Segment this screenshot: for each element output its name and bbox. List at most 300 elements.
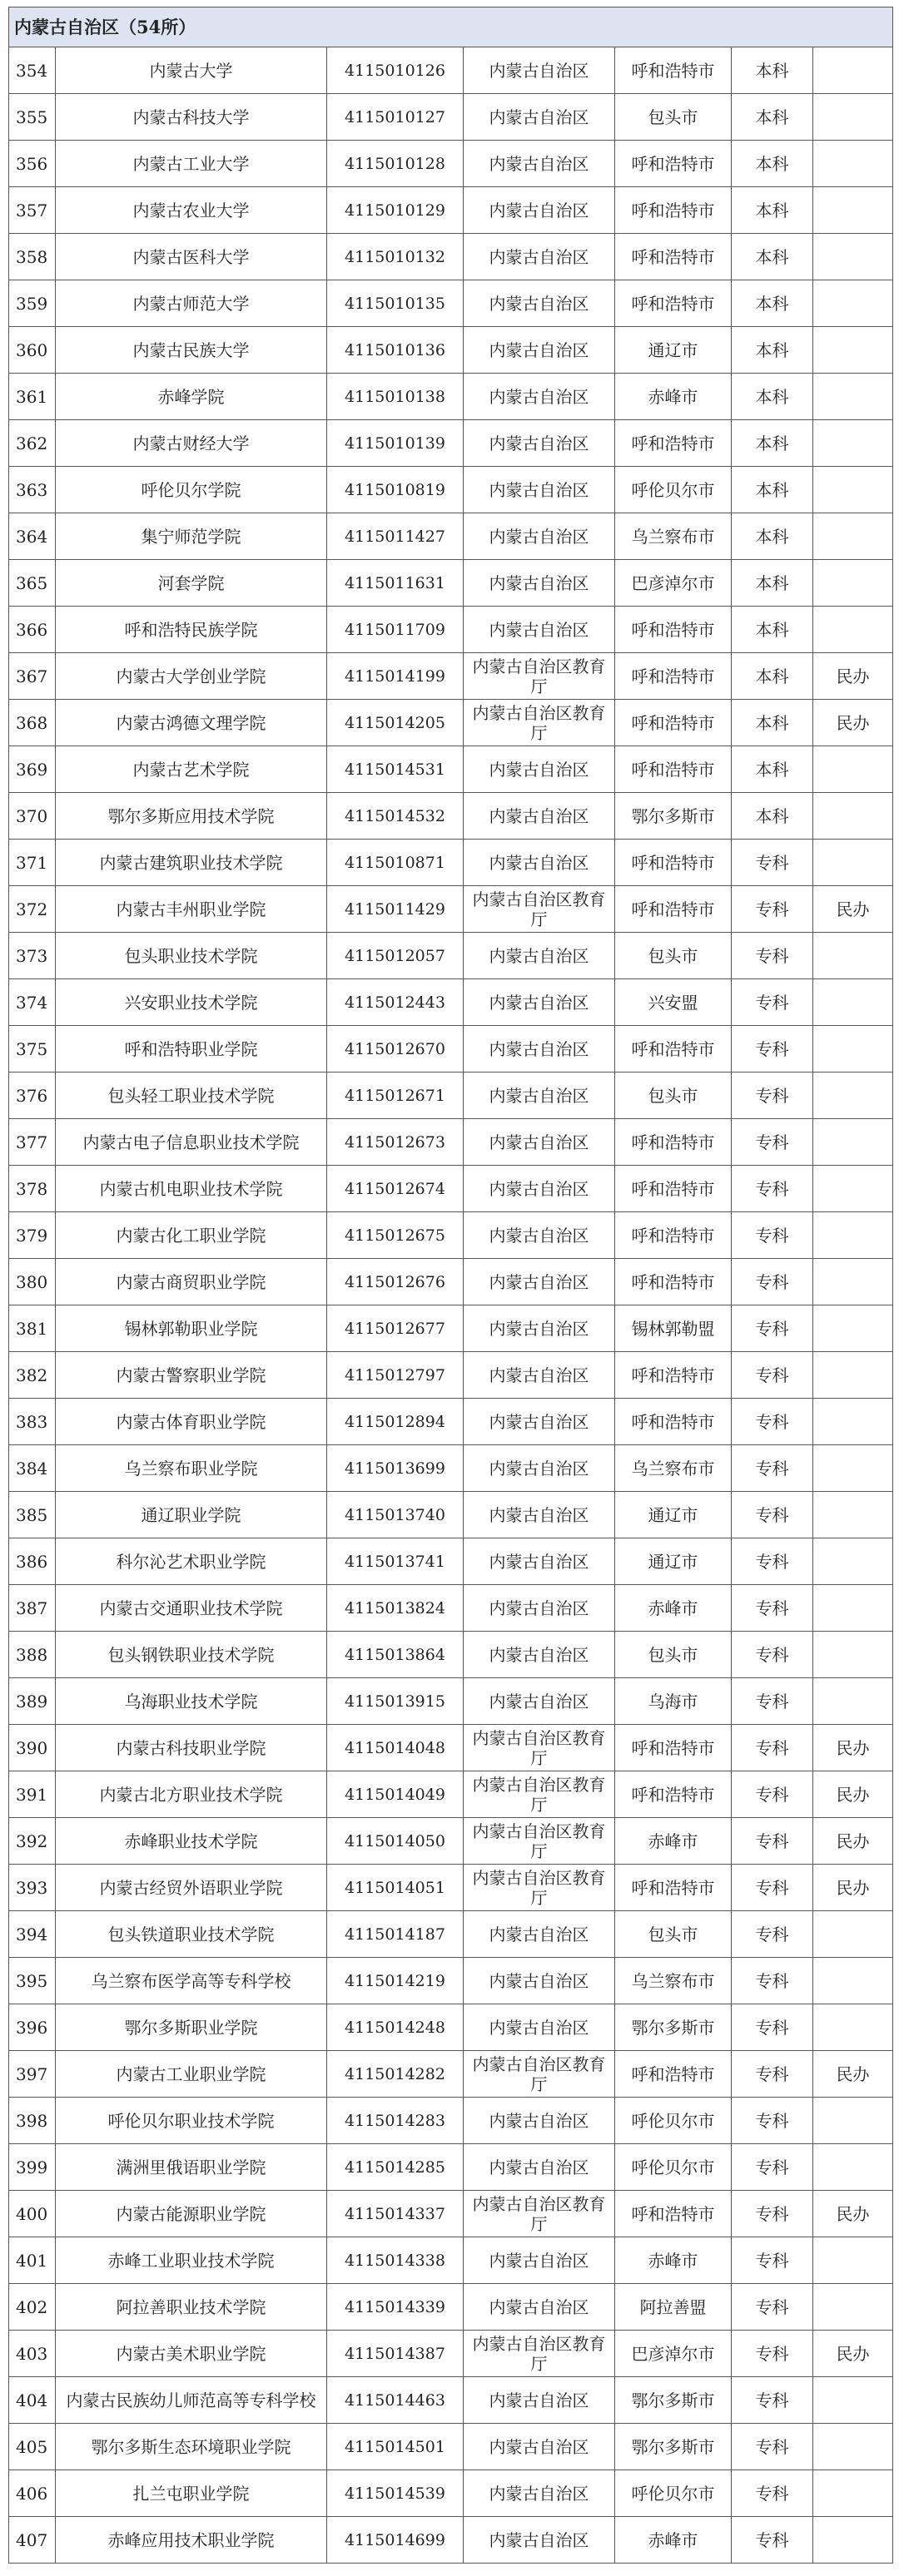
cell-location: 乌兰察布市 <box>615 1958 732 2004</box>
cell-authority: 内蒙古自治区 <box>464 607 615 653</box>
table-row <box>9 700 893 746</box>
table-row <box>9 467 893 513</box>
cell-school-name: 鄂尔多斯生态环境职业学院 <box>56 2424 327 2470</box>
cell-school-name: 内蒙古大学 <box>56 47 327 94</box>
cell-note <box>813 467 893 513</box>
table-row <box>9 1958 893 2004</box>
cell-authority: 内蒙古自治区教育厅 <box>464 1865 615 1911</box>
cell-number: 375 <box>9 1026 56 1073</box>
cell-number: 366 <box>9 607 56 653</box>
cell-school-name: 乌海职业技术学院 <box>56 1678 327 1725</box>
cell-number: 379 <box>9 1212 56 1259</box>
table-row <box>9 1073 893 1119</box>
table-row <box>9 933 893 979</box>
cell-authority: 内蒙古自治区 <box>464 141 615 187</box>
cell-level: 专科 <box>732 2144 813 2191</box>
cell-level: 专科 <box>732 2191 813 2237</box>
cell-note <box>813 2144 893 2191</box>
cell-number: 357 <box>9 187 56 234</box>
cell-school-code: 4115014199 <box>327 653 464 700</box>
cell-level: 专科 <box>732 2237 813 2284</box>
cell-school-code: 4115014531 <box>327 746 464 793</box>
cell-note <box>813 1911 893 1958</box>
cell-level: 本科 <box>732 560 813 607</box>
cell-school-code: 4115012894 <box>327 1399 464 1445</box>
cell-authority: 内蒙古自治区 <box>464 187 615 234</box>
cell-number: 402 <box>9 2284 56 2331</box>
cell-school-code: 4115014539 <box>327 2470 464 2517</box>
cell-level: 本科 <box>732 607 813 653</box>
cell-level: 本科 <box>732 234 813 280</box>
cell-location: 包头市 <box>615 1632 732 1678</box>
table-row <box>9 1492 893 1538</box>
cell-school-name: 包头轻工职业技术学院 <box>56 1073 327 1119</box>
cell-authority: 内蒙古自治区 <box>464 840 615 886</box>
table-row <box>9 234 893 280</box>
cell-authority: 内蒙古自治区 <box>464 1492 615 1538</box>
cell-authority: 内蒙古自治区 <box>464 2424 615 2470</box>
section-title: 内蒙古自治区（54所） <box>9 7 893 47</box>
cell-school-name: 扎兰屯职业学院 <box>56 2470 327 2517</box>
cell-school-name: 呼伦贝尔学院 <box>56 467 327 513</box>
cell-number: 404 <box>9 2377 56 2424</box>
cell-number: 383 <box>9 1399 56 1445</box>
cell-school-name: 集宁师范学院 <box>56 513 327 560</box>
cell-number: 380 <box>9 1259 56 1305</box>
cell-number: 355 <box>9 94 56 141</box>
cell-authority: 内蒙古自治区教育厅 <box>464 700 615 746</box>
cell-school-name: 内蒙古大学创业学院 <box>56 653 327 700</box>
cell-note <box>813 94 893 141</box>
cell-level: 专科 <box>732 1632 813 1678</box>
cell-authority: 内蒙古自治区 <box>464 1259 615 1305</box>
table-row <box>9 2284 893 2331</box>
cell-school-code: 4115013741 <box>327 1538 464 1585</box>
table-row <box>9 746 893 793</box>
cell-authority: 内蒙古自治区 <box>464 1538 615 1585</box>
cell-authority: 内蒙古自治区 <box>464 1445 615 1492</box>
cell-level: 专科 <box>732 2051 813 2098</box>
cell-location: 鄂尔多斯市 <box>615 2424 732 2470</box>
cell-level: 本科 <box>732 280 813 327</box>
cell-school-name: 内蒙古师范大学 <box>56 280 327 327</box>
cell-location: 呼和浩特市 <box>615 1166 732 1212</box>
cell-school-name: 赤峰应用技术职业学院 <box>56 2517 327 2564</box>
cell-school-name: 内蒙古财经大学 <box>56 420 327 467</box>
cell-authority: 内蒙古自治区 <box>464 1026 615 1073</box>
cell-authority: 内蒙古自治区 <box>464 1073 615 1119</box>
cell-level: 本科 <box>732 187 813 234</box>
cell-note <box>813 327 893 374</box>
cell-authority: 内蒙古自治区教育厅 <box>464 2191 615 2237</box>
cell-school-code: 4115010138 <box>327 374 464 420</box>
cell-school-name: 内蒙古警察职业学院 <box>56 1352 327 1399</box>
cell-level: 本科 <box>732 746 813 793</box>
cell-number: 390 <box>9 1725 56 1771</box>
cell-school-name: 内蒙古鸿德文理学院 <box>56 700 327 746</box>
cell-level: 专科 <box>732 1026 813 1073</box>
cell-authority: 内蒙古自治区 <box>464 280 615 327</box>
cell-number: 386 <box>9 1538 56 1585</box>
cell-authority: 内蒙古自治区 <box>464 513 615 560</box>
cell-school-name: 内蒙古医科大学 <box>56 234 327 280</box>
cell-school-name: 内蒙古丰州职业学院 <box>56 886 327 933</box>
table-row <box>9 1538 893 1585</box>
cell-school-name: 包头职业技术学院 <box>56 933 327 979</box>
cell-level: 本科 <box>732 420 813 467</box>
cell-note <box>813 513 893 560</box>
cell-authority: 内蒙古自治区教育厅 <box>464 886 615 933</box>
cell-school-code: 4115011429 <box>327 886 464 933</box>
cell-location: 通辽市 <box>615 1492 732 1538</box>
cell-number: 392 <box>9 1818 56 1865</box>
cell-school-code: 4115011709 <box>327 607 464 653</box>
cell-school-code: 4115010819 <box>327 467 464 513</box>
cell-note <box>813 1073 893 1119</box>
cell-number: 387 <box>9 1585 56 1632</box>
cell-school-code: 4115013864 <box>327 1632 464 1678</box>
cell-location: 鄂尔多斯市 <box>615 2004 732 2051</box>
cell-location: 包头市 <box>615 1073 732 1119</box>
cell-school-code: 4115012670 <box>327 1026 464 1073</box>
cell-level: 专科 <box>732 886 813 933</box>
table-row <box>9 840 893 886</box>
cell-school-name: 内蒙古工业大学 <box>56 141 327 187</box>
cell-number: 367 <box>9 653 56 700</box>
cell-authority: 内蒙古自治区 <box>464 1305 615 1352</box>
cell-school-name: 内蒙古机电职业技术学院 <box>56 1166 327 1212</box>
table-row <box>9 1026 893 1073</box>
cell-location: 阿拉善盟 <box>615 2284 732 2331</box>
table-row <box>9 2517 893 2564</box>
cell-location: 呼伦贝尔市 <box>615 467 732 513</box>
cell-school-code: 4115013824 <box>327 1585 464 1632</box>
cell-location: 呼和浩特市 <box>615 1399 732 1445</box>
cell-school-code: 4115014219 <box>327 1958 464 2004</box>
cell-school-code: 4115012443 <box>327 979 464 1026</box>
cell-school-code: 4115012797 <box>327 1352 464 1399</box>
cell-level: 专科 <box>732 1352 813 1399</box>
cell-location: 呼和浩特市 <box>615 187 732 234</box>
cell-note <box>813 1399 893 1445</box>
cell-location: 呼和浩特市 <box>615 1865 732 1911</box>
table-row <box>9 1911 893 1958</box>
cell-location: 呼和浩特市 <box>615 2051 732 2098</box>
cell-level: 专科 <box>732 1259 813 1305</box>
cell-authority: 内蒙古自治区 <box>464 2144 615 2191</box>
cell-location: 呼和浩特市 <box>615 746 732 793</box>
table-row <box>9 2331 893 2377</box>
cell-number: 365 <box>9 560 56 607</box>
cell-school-name: 内蒙古农业大学 <box>56 187 327 234</box>
cell-number: 405 <box>9 2424 56 2470</box>
cell-authority: 内蒙古自治区 <box>464 2470 615 2517</box>
cell-level: 本科 <box>732 793 813 840</box>
cell-school-code: 4115011631 <box>327 560 464 607</box>
cell-note <box>813 1632 893 1678</box>
cell-school-name: 锡林郭勒职业学院 <box>56 1305 327 1352</box>
cell-location: 呼和浩特市 <box>615 1259 732 1305</box>
cell-authority: 内蒙古自治区 <box>464 979 615 1026</box>
section-header-row <box>9 7 893 47</box>
cell-level: 本科 <box>732 467 813 513</box>
cell-authority: 内蒙古自治区 <box>464 1678 615 1725</box>
table-row <box>9 1166 893 1212</box>
cell-school-name: 呼和浩特民族学院 <box>56 607 327 653</box>
cell-school-code: 4115012673 <box>327 1119 464 1166</box>
cell-number: 391 <box>9 1771 56 1818</box>
table-row <box>9 47 893 94</box>
table-row <box>9 1399 893 1445</box>
cell-number: 399 <box>9 2144 56 2191</box>
cell-level: 专科 <box>732 1585 813 1632</box>
cell-school-name: 内蒙古民族大学 <box>56 327 327 374</box>
table-row <box>9 560 893 607</box>
table-row <box>9 2051 893 2098</box>
cell-location: 赤峰市 <box>615 374 732 420</box>
table-row <box>9 1445 893 1492</box>
cell-level: 专科 <box>732 1166 813 1212</box>
cell-school-name: 乌兰察布医学高等专科学校 <box>56 1958 327 2004</box>
table-row <box>9 1352 893 1399</box>
cell-school-name: 赤峰职业技术学院 <box>56 1818 327 1865</box>
cell-note <box>813 420 893 467</box>
cell-note <box>813 560 893 607</box>
cell-level: 专科 <box>732 1911 813 1958</box>
cell-location: 赤峰市 <box>615 1818 732 1865</box>
cell-authority: 内蒙古自治区 <box>464 2004 615 2051</box>
cell-school-name: 内蒙古能源职业学院 <box>56 2191 327 2237</box>
cell-authority: 内蒙古自治区 <box>464 94 615 141</box>
cell-location: 呼和浩特市 <box>615 47 732 94</box>
cell-authority: 内蒙古自治区 <box>464 2517 615 2564</box>
cell-number: 372 <box>9 886 56 933</box>
cell-location: 呼和浩特市 <box>615 280 732 327</box>
cell-level: 专科 <box>732 1492 813 1538</box>
cell-location: 呼伦贝尔市 <box>615 2470 732 2517</box>
cell-school-code: 4115012057 <box>327 933 464 979</box>
cell-school-code: 4115014337 <box>327 2191 464 2237</box>
cell-authority: 内蒙古自治区 <box>464 1585 615 1632</box>
table-row <box>9 2191 893 2237</box>
cell-school-code: 4115014049 <box>327 1771 464 1818</box>
cell-school-code: 4115012676 <box>327 1259 464 1305</box>
cell-note <box>813 1678 893 1725</box>
table-row <box>9 1212 893 1259</box>
cell-location: 赤峰市 <box>615 1585 732 1632</box>
cell-number: 358 <box>9 234 56 280</box>
cell-number: 373 <box>9 933 56 979</box>
cell-location: 包头市 <box>615 94 732 141</box>
cell-location: 呼和浩特市 <box>615 1725 732 1771</box>
cell-school-name: 赤峰学院 <box>56 374 327 420</box>
cell-school-code: 4115010139 <box>327 420 464 467</box>
cell-note <box>813 2517 893 2564</box>
cell-note <box>813 374 893 420</box>
cell-authority: 内蒙古自治区 <box>464 933 615 979</box>
cell-authority: 内蒙古自治区 <box>464 2284 615 2331</box>
cell-level: 专科 <box>732 2377 813 2424</box>
table-row <box>9 979 893 1026</box>
cell-school-name: 内蒙古北方职业技术学院 <box>56 1771 327 1818</box>
cell-note <box>813 1445 893 1492</box>
cell-number: 381 <box>9 1305 56 1352</box>
cell-level: 专科 <box>732 1725 813 1771</box>
table-row <box>9 1818 893 1865</box>
cell-school-code: 4115014463 <box>327 2377 464 2424</box>
cell-location: 巴彦淖尔市 <box>615 2331 732 2377</box>
school-list-sheet <box>8 7 892 2564</box>
cell-number: 371 <box>9 840 56 886</box>
cell-note <box>813 1305 893 1352</box>
cell-number: 382 <box>9 1352 56 1399</box>
cell-note: 民办 <box>813 1725 893 1771</box>
cell-location: 呼和浩特市 <box>615 420 732 467</box>
cell-level: 专科 <box>732 2517 813 2564</box>
cell-school-name: 内蒙古化工职业学院 <box>56 1212 327 1259</box>
cell-note <box>813 1538 893 1585</box>
cell-authority: 内蒙古自治区 <box>464 467 615 513</box>
cell-school-name: 河套学院 <box>56 560 327 607</box>
cell-school-code: 4115014050 <box>327 1818 464 1865</box>
cell-school-name: 赤峰工业职业技术学院 <box>56 2237 327 2284</box>
table-row <box>9 420 893 467</box>
cell-school-name: 满洲里俄语职业学院 <box>56 2144 327 2191</box>
cell-school-code: 4115014532 <box>327 793 464 840</box>
cell-number: 393 <box>9 1865 56 1911</box>
cell-level: 专科 <box>732 840 813 886</box>
cell-level: 专科 <box>732 1958 813 2004</box>
table-row <box>9 2424 893 2470</box>
cell-school-name: 内蒙古工业职业学院 <box>56 2051 327 2098</box>
cell-school-code: 4115014051 <box>327 1865 464 1911</box>
cell-level: 本科 <box>732 700 813 746</box>
cell-number: 356 <box>9 141 56 187</box>
cell-number: 377 <box>9 1119 56 1166</box>
cell-authority: 内蒙古自治区教育厅 <box>464 653 615 700</box>
cell-school-code: 4115013740 <box>327 1492 464 1538</box>
cell-level: 本科 <box>732 141 813 187</box>
cell-level: 专科 <box>732 2098 813 2144</box>
cell-school-code: 4115010128 <box>327 141 464 187</box>
cell-school-name: 内蒙古经贸外语职业学院 <box>56 1865 327 1911</box>
cell-school-code: 4115014338 <box>327 2237 464 2284</box>
cell-school-code: 4115014248 <box>327 2004 464 2051</box>
cell-school-code: 4115011427 <box>327 513 464 560</box>
cell-note: 民办 <box>813 700 893 746</box>
cell-location: 通辽市 <box>615 1538 732 1585</box>
cell-location: 赤峰市 <box>615 2237 732 2284</box>
cell-note <box>813 2424 893 2470</box>
cell-location: 包头市 <box>615 933 732 979</box>
cell-school-code: 4115010127 <box>327 94 464 141</box>
cell-location: 锡林郭勒盟 <box>615 1305 732 1352</box>
table-row <box>9 793 893 840</box>
cell-level: 专科 <box>732 1445 813 1492</box>
cell-authority: 内蒙古自治区 <box>464 1958 615 2004</box>
cell-school-code: 4115012675 <box>327 1212 464 1259</box>
cell-note <box>813 1212 893 1259</box>
cell-note <box>813 2098 893 2144</box>
cell-level: 专科 <box>732 2470 813 2517</box>
cell-location: 呼和浩特市 <box>615 1771 732 1818</box>
cell-level: 本科 <box>732 94 813 141</box>
cell-level: 专科 <box>732 1538 813 1585</box>
cell-number: 354 <box>9 47 56 94</box>
cell-number: 406 <box>9 2470 56 2517</box>
table-row <box>9 513 893 560</box>
cell-school-code: 4115014048 <box>327 1725 464 1771</box>
cell-school-code: 4115012674 <box>327 1166 464 1212</box>
cell-note <box>813 1259 893 1305</box>
cell-authority: 内蒙古自治区 <box>464 47 615 94</box>
cell-level: 专科 <box>732 1399 813 1445</box>
cell-level: 专科 <box>732 1073 813 1119</box>
cell-school-name: 内蒙古科技大学 <box>56 94 327 141</box>
cell-note <box>813 979 893 1026</box>
cell-location: 呼和浩特市 <box>615 1026 732 1073</box>
cell-school-name: 兴安职业技术学院 <box>56 979 327 1026</box>
table-row <box>9 94 893 141</box>
cell-school-code: 4115014285 <box>327 2144 464 2191</box>
cell-authority: 内蒙古自治区 <box>464 1399 615 1445</box>
cell-authority: 内蒙古自治区教育厅 <box>464 2331 615 2377</box>
cell-school-code: 4115010132 <box>327 234 464 280</box>
cell-school-name: 科尔沁艺术职业学院 <box>56 1538 327 1585</box>
cell-school-code: 4115014501 <box>327 2424 464 2470</box>
cell-level: 专科 <box>732 933 813 979</box>
cell-note <box>813 187 893 234</box>
cell-note <box>813 1166 893 1212</box>
cell-note <box>813 746 893 793</box>
cell-location: 呼和浩特市 <box>615 886 732 933</box>
cell-number: 401 <box>9 2237 56 2284</box>
cell-school-name: 内蒙古艺术学院 <box>56 746 327 793</box>
cell-note: 民办 <box>813 2191 893 2237</box>
cell-note <box>813 1585 893 1632</box>
table-row <box>9 2237 893 2284</box>
cell-number: 369 <box>9 746 56 793</box>
cell-authority: 内蒙古自治区 <box>464 793 615 840</box>
cell-note <box>813 141 893 187</box>
cell-school-name: 内蒙古电子信息职业技术学院 <box>56 1119 327 1166</box>
cell-note: 民办 <box>813 1771 893 1818</box>
cell-note: 民办 <box>813 653 893 700</box>
table-row <box>9 187 893 234</box>
cell-note <box>813 1492 893 1538</box>
table-row <box>9 1771 893 1818</box>
cell-number: 403 <box>9 2331 56 2377</box>
cell-level: 专科 <box>732 1119 813 1166</box>
cell-school-code: 4115010135 <box>327 280 464 327</box>
table-row <box>9 1678 893 1725</box>
cell-note <box>813 607 893 653</box>
cell-note <box>813 933 893 979</box>
cell-school-code: 4115014205 <box>327 700 464 746</box>
cell-number: 394 <box>9 1911 56 1958</box>
cell-level: 专科 <box>732 2004 813 2051</box>
cell-authority: 内蒙古自治区 <box>464 2098 615 2144</box>
cell-number: 407 <box>9 2517 56 2564</box>
cell-level: 专科 <box>732 1678 813 1725</box>
cell-level: 专科 <box>732 2331 813 2377</box>
cell-location: 鄂尔多斯市 <box>615 793 732 840</box>
cell-authority: 内蒙古自治区教育厅 <box>464 1725 615 1771</box>
table-row <box>9 2470 893 2517</box>
cell-school-name: 呼伦贝尔职业技术学院 <box>56 2098 327 2144</box>
cell-school-code: 4115014187 <box>327 1911 464 1958</box>
cell-note <box>813 840 893 886</box>
